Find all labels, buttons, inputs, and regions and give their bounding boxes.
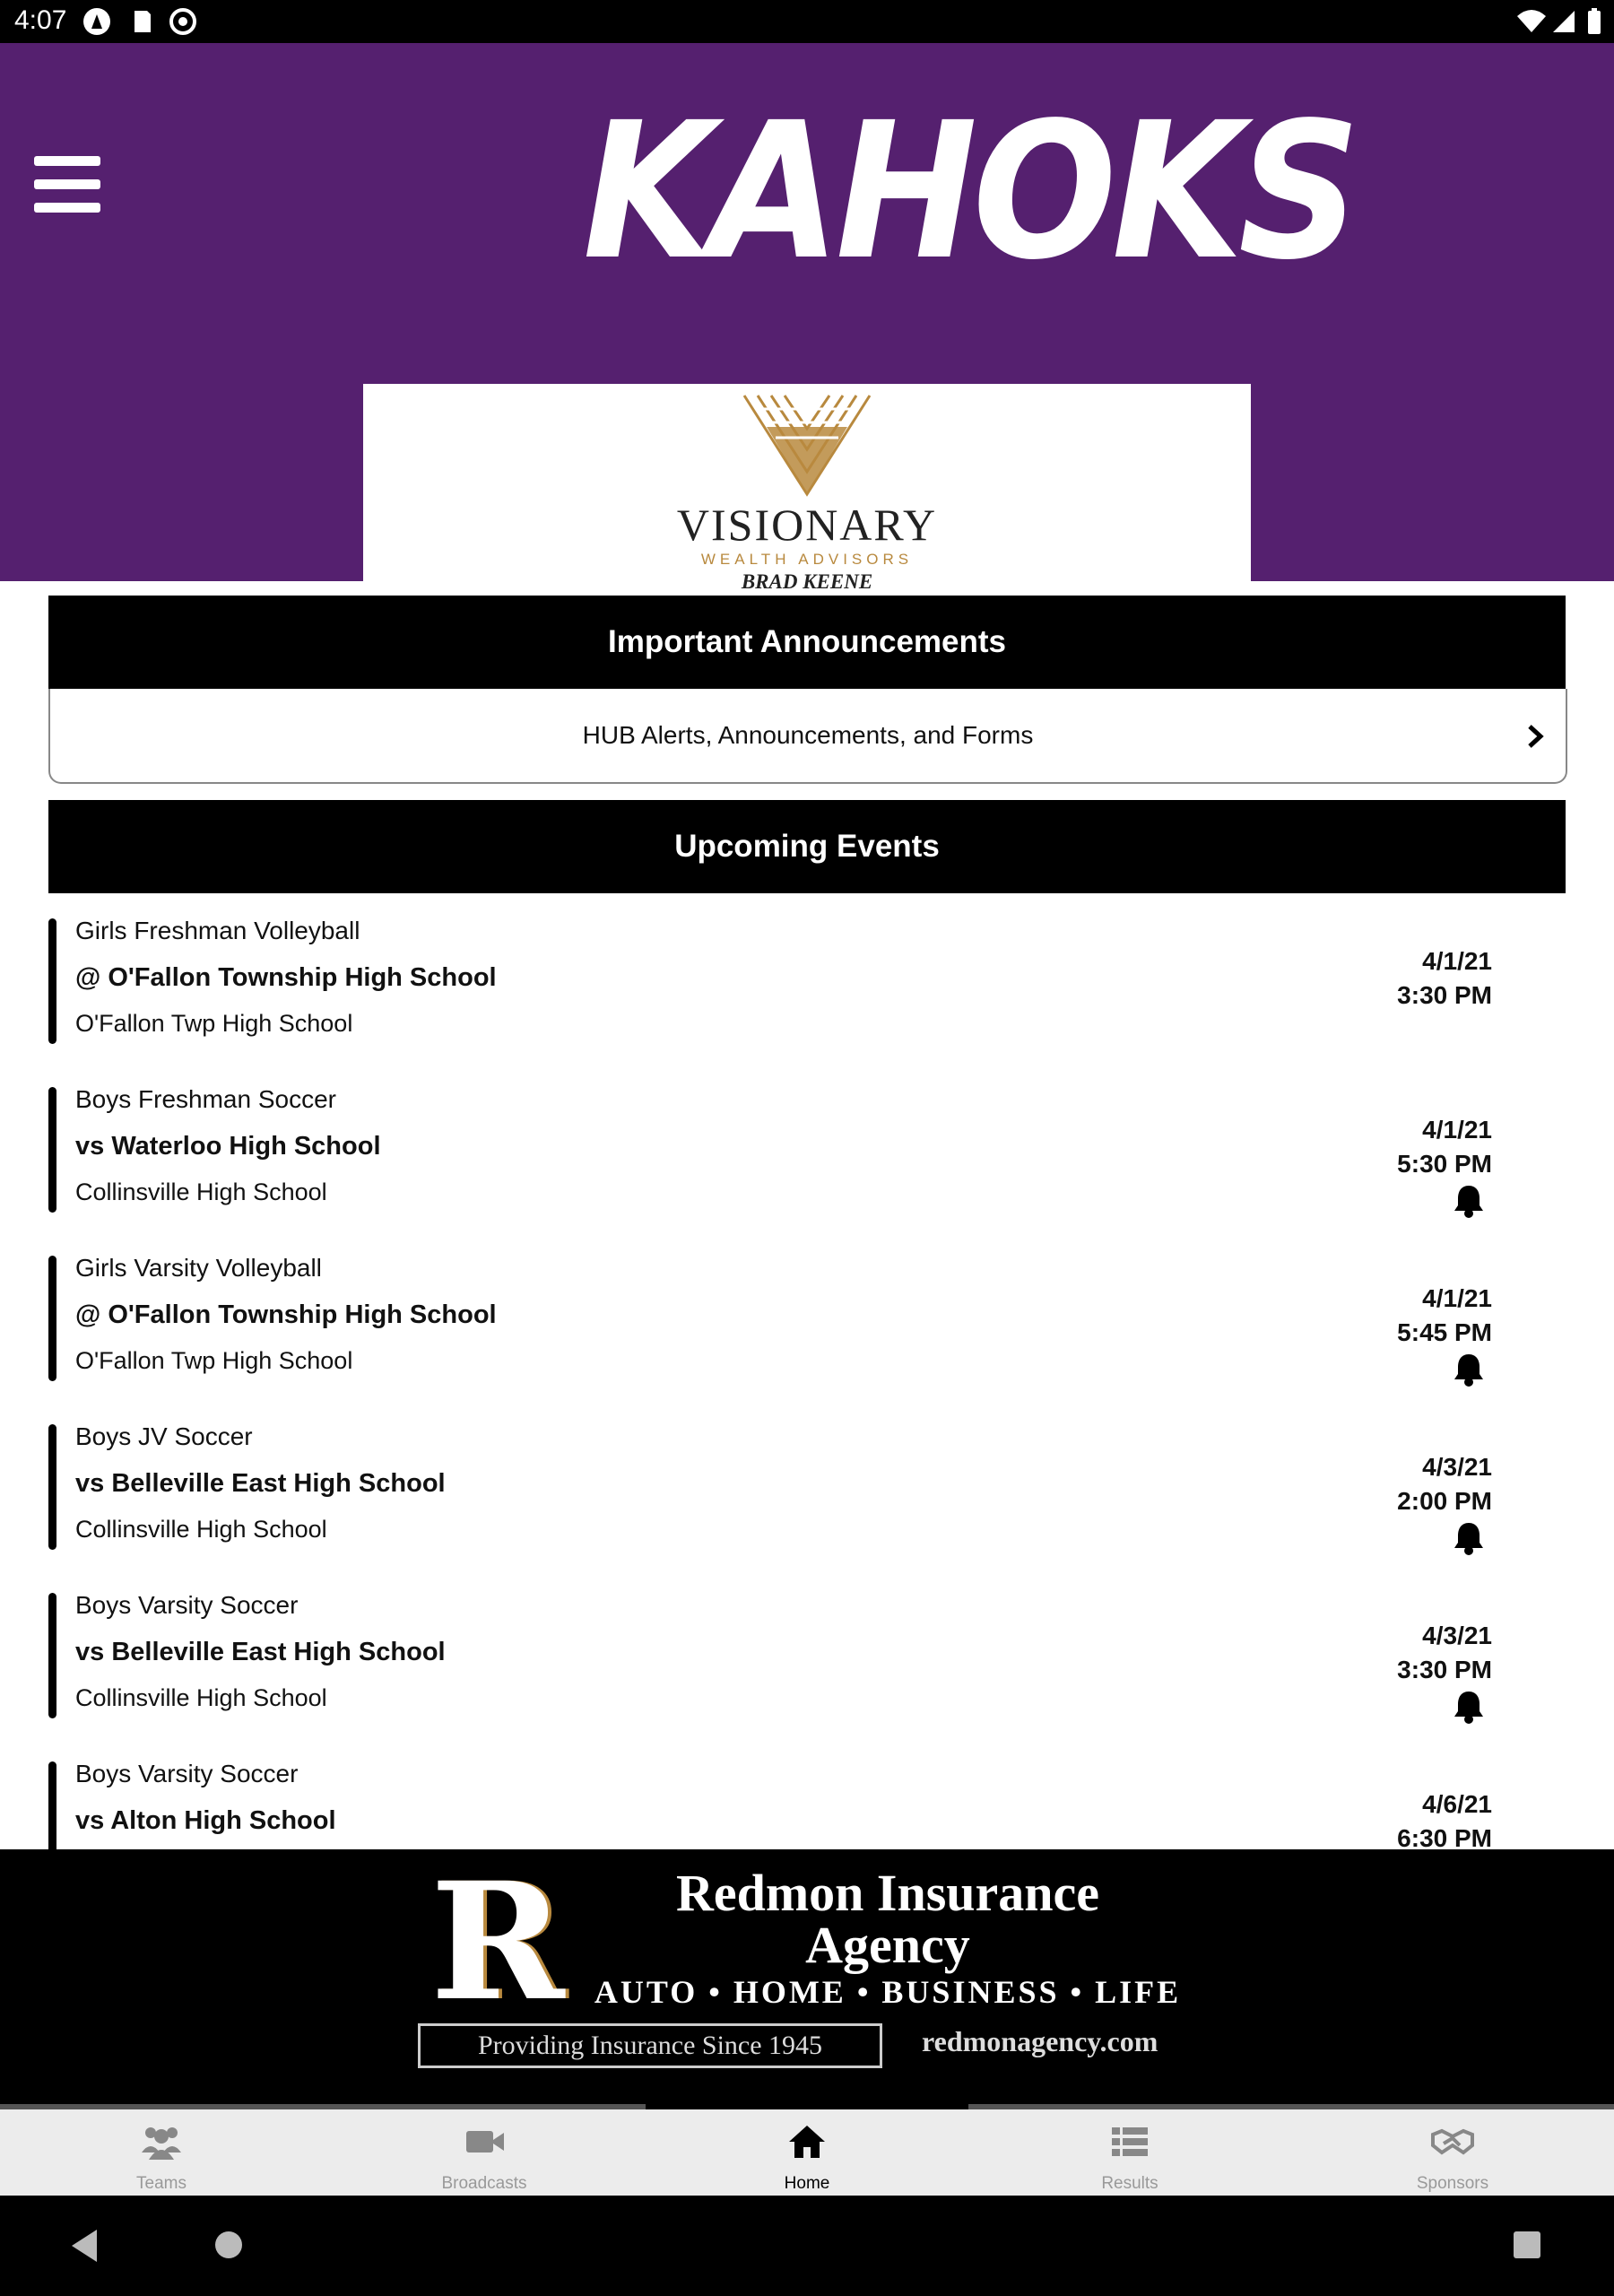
redmon-since: Providing Insurance Since 1945 [418, 2023, 882, 2068]
sd-card-icon [127, 7, 156, 36]
nav-teams[interactable] [0, 2109, 323, 2201]
visionary-logo-icon [740, 391, 874, 499]
bell-icon[interactable] [1453, 1690, 1485, 1724]
nav-results-label: Results [1101, 2174, 1158, 2193]
nav-teams-label: Teams [136, 2174, 187, 2193]
nav-sponsors[interactable] [1291, 2109, 1614, 2201]
sync-icon [169, 7, 197, 36]
event-accent-bar [48, 1593, 56, 1718]
announcements-header: Important Announcements [48, 596, 1566, 689]
list-icon [1108, 2122, 1151, 2161]
sponsor-banner-visionary[interactable] [363, 384, 1251, 604]
hamburger-line [34, 203, 100, 213]
event-location: Collinsville High School [75, 1684, 327, 1711]
visionary-person: BRAD KEENE [741, 570, 873, 593]
bell-icon[interactable] [1453, 1521, 1485, 1555]
event-accent-bar [48, 1256, 56, 1381]
event-opponent: vs Alton High School [75, 1806, 336, 1835]
announcements-link[interactable] [48, 689, 1567, 784]
video-camera-icon [463, 2122, 506, 2161]
event-date: 4/3/21 [1422, 1622, 1492, 1649]
nav-results[interactable] [968, 2109, 1291, 2201]
event-item[interactable] [0, 1571, 1614, 1740]
nav-home[interactable] [646, 2109, 968, 2201]
event-accent-bar [48, 1424, 56, 1550]
redmon-services: AUTO • HOME • BUSINESS • LIFE [594, 1974, 1182, 2010]
menu-button[interactable] [34, 156, 102, 213]
event-item[interactable] [0, 1234, 1614, 1403]
event-date: 4/1/21 [1422, 1116, 1492, 1144]
nav-broadcasts-label: Broadcasts [441, 2174, 527, 2193]
event-opponent: @ O'Fallon Township High School [75, 1300, 497, 1329]
events-list[interactable] [0, 897, 1614, 1849]
event-time: 3:30 PM [1397, 981, 1492, 1009]
event-location: O'Fallon Twp High School [75, 1010, 353, 1037]
hamburger-line [34, 179, 100, 189]
visionary-tagline: WEALTH ADVISORS [700, 551, 914, 568]
redmon-url: redmonagency.com [922, 2025, 1158, 2057]
event-item[interactable] [0, 897, 1614, 1065]
redmon-name-line2: Agency [805, 1916, 970, 1974]
redmon-r-logo: R [430, 1848, 565, 2037]
event-opponent: vs Belleville East High School [75, 1469, 446, 1498]
recents-button[interactable] [1512, 2230, 1542, 2260]
event-time: 5:45 PM [1397, 1318, 1492, 1346]
system-navigation-bar [0, 2196, 1614, 2296]
wifi-icon [1517, 7, 1546, 36]
event-sport: Boys JV Soccer [75, 1422, 253, 1450]
announcements-link-label: HUB Alerts, Announcements, and Forms [582, 721, 1034, 749]
event-accent-bar [48, 918, 56, 1044]
sponsor-banner-redmon[interactable] [0, 1849, 1614, 2104]
event-time: 3:30 PM [1397, 1656, 1492, 1683]
event-location: Collinsville High School [75, 1178, 327, 1205]
battery-icon [1580, 7, 1609, 36]
nav-sponsors-label: Sponsors [1416, 2174, 1489, 2193]
event-item[interactable] [0, 1740, 1614, 1849]
event-date: 4/1/21 [1422, 947, 1492, 975]
home-icon [785, 2122, 829, 2161]
event-opponent: @ O'Fallon Township High School [75, 963, 497, 992]
home-system-button[interactable] [213, 2230, 244, 2260]
event-location: O'Fallon Twp High School [75, 1347, 353, 1374]
event-opponent: vs Belleville East High School [75, 1638, 446, 1666]
back-button[interactable] [68, 2228, 100, 2264]
bell-icon[interactable] [1453, 1352, 1485, 1387]
handshake-icon [1431, 2122, 1474, 2161]
event-sport: Boys Varsity Soccer [75, 1760, 299, 1787]
hamburger-icon [34, 156, 100, 166]
redmon-name [592, 1864, 1184, 1974]
event-sport: Boys Varsity Soccer [75, 1591, 299, 1619]
app-notification-icon [82, 7, 111, 36]
event-opponent: vs Waterloo High School [75, 1132, 381, 1161]
visionary-name: VISIONARY [676, 500, 938, 550]
nav-home-label: Home [784, 2174, 830, 2193]
nav-broadcasts[interactable] [323, 2109, 646, 2201]
status-bar [0, 0, 1614, 43]
upcoming-events-header: Upcoming Events [48, 800, 1566, 893]
bottom-navigation [0, 2104, 1614, 2201]
event-date: 4/3/21 [1422, 1453, 1492, 1481]
redmon-name-line1: Redmon Insurance [675, 1864, 1100, 1922]
status-time: 4:07 [14, 5, 67, 35]
event-accent-bar [48, 1761, 56, 1849]
event-time: 5:30 PM [1397, 1150, 1492, 1178]
event-item[interactable] [0, 1403, 1614, 1571]
event-location: Collinsville High School [75, 1516, 327, 1543]
bell-icon[interactable] [1453, 1184, 1485, 1218]
teams-icon [140, 2122, 183, 2161]
event-item[interactable] [0, 1065, 1614, 1234]
event-date: 4/1/21 [1422, 1284, 1492, 1312]
app-header [0, 43, 1614, 593]
event-sport: Girls Freshman Volleyball [75, 917, 360, 944]
kahoks-logo: KAHOKS [583, 82, 1356, 301]
event-accent-bar [48, 1087, 56, 1213]
event-sport: Girls Varsity Volleyball [75, 1254, 322, 1282]
event-time: 6:30 PM [1397, 1824, 1492, 1849]
signal-icon [1549, 7, 1578, 36]
event-time: 2:00 PM [1397, 1487, 1492, 1515]
event-sport: Boys Freshman Soccer [75, 1085, 336, 1113]
event-date: 4/6/21 [1422, 1790, 1492, 1818]
chevron-right-icon [1526, 723, 1546, 750]
